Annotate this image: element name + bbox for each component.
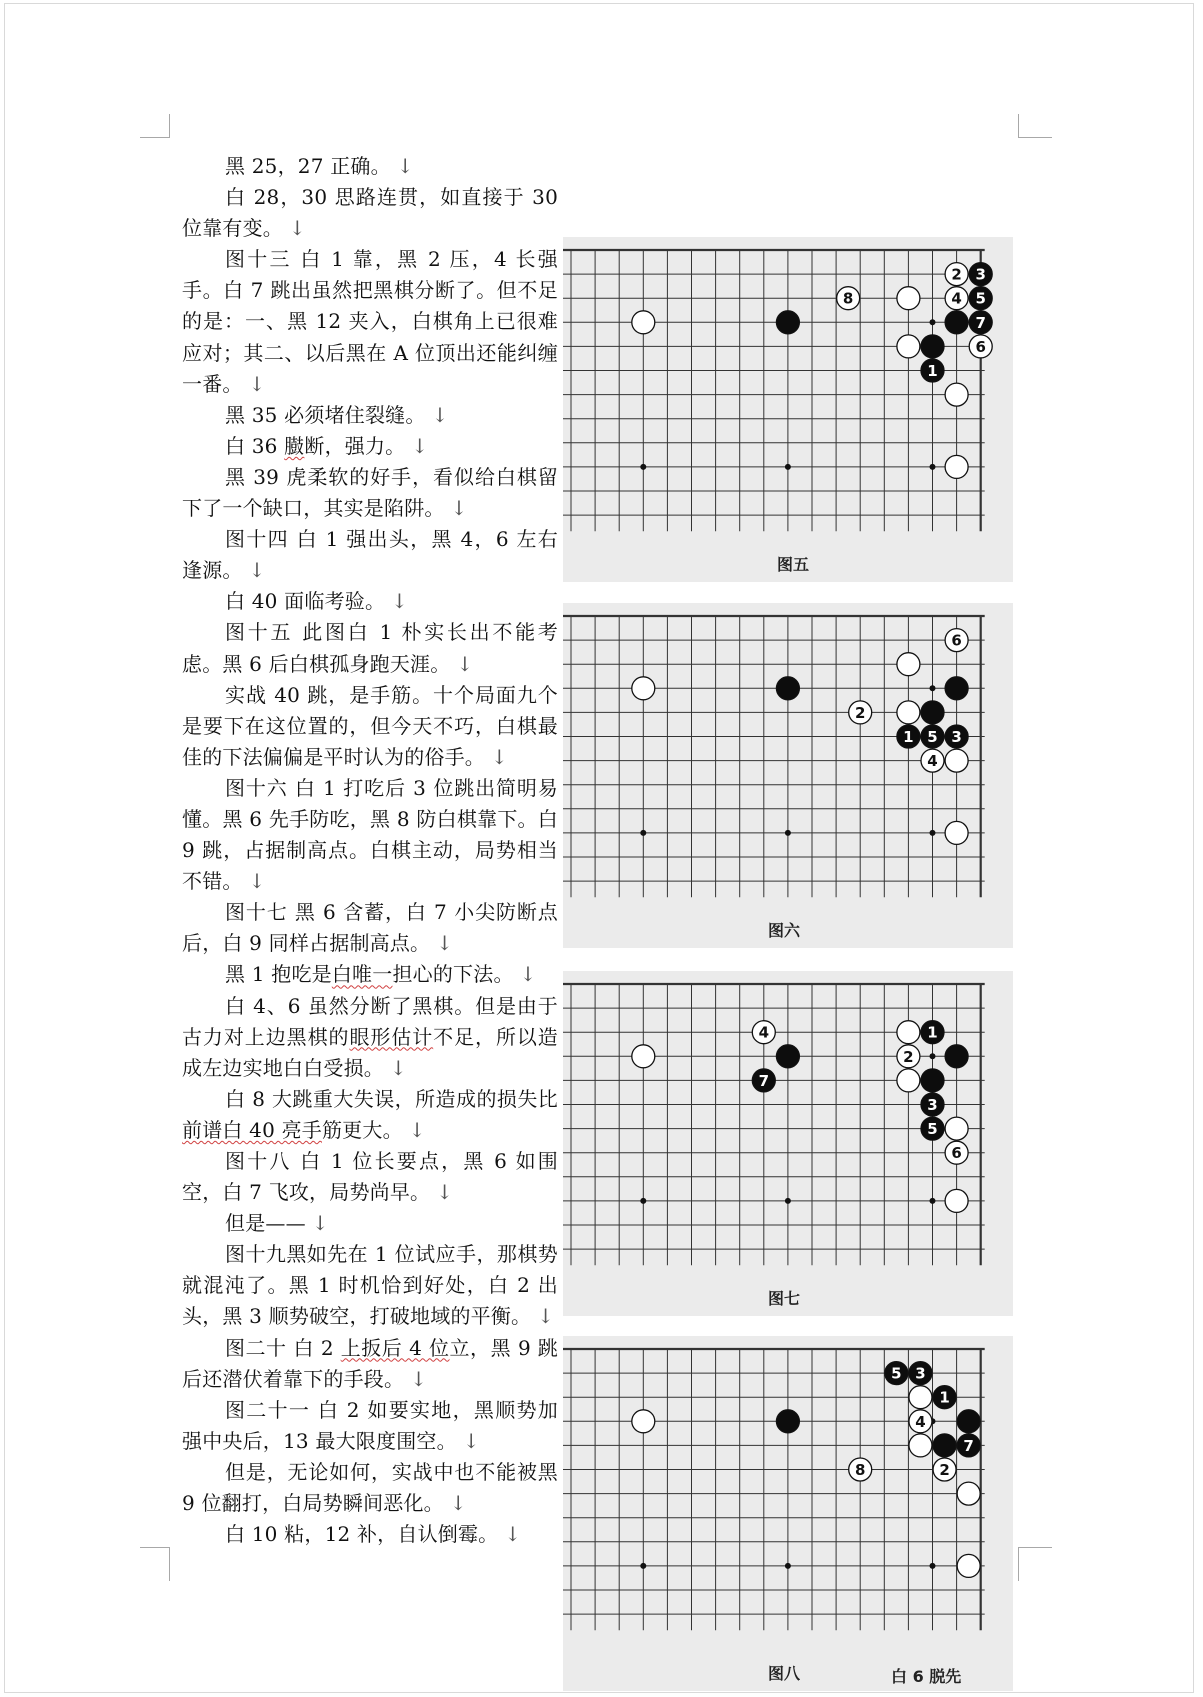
paragraph-mark-icon: ↓ <box>408 1117 426 1142</box>
paragraph-mark-icon: ↓ <box>450 496 468 521</box>
paragraph-mark-icon: ↓ <box>311 1211 329 1236</box>
crop-mark-tr-v <box>1018 114 1019 138</box>
move-number: 1 <box>939 1388 950 1407</box>
move-number: 2 <box>903 1047 914 1066</box>
black-stone <box>921 1069 944 1092</box>
crop-mark-tr-h <box>1018 137 1052 138</box>
star-point <box>930 830 936 836</box>
paragraph-mark-icon: ↓ <box>248 558 266 583</box>
paragraph: 图二十一 白 2 如要实地，黑顺势加强中央后，13 最大限度围空。 ↓ <box>182 1397 558 1453</box>
paragraph-mark-icon: ↓ <box>391 589 409 614</box>
black-stone <box>945 311 968 334</box>
white-stone <box>632 311 655 334</box>
black-stone <box>945 1045 968 1068</box>
black-stone <box>957 1410 980 1433</box>
crop-mark-br-h <box>1018 1547 1052 1548</box>
white-stone <box>909 1386 932 1409</box>
move-number: 8 <box>842 289 854 308</box>
star-point <box>930 685 936 691</box>
black-stone <box>921 701 944 724</box>
black-stone <box>921 335 944 358</box>
paragraph-mark-icon: ↓ <box>456 651 474 676</box>
paragraph: 黑 1 抱吃是白唯一担心的下法。 ↓ <box>225 962 537 987</box>
crop-mark-br-v <box>1018 1547 1019 1581</box>
white-stone <box>897 335 920 358</box>
paragraph: 图十七 黑 6 含蓄，白 7 小尖防断点后，白 9 同样占据制高点。 ↓ <box>182 900 558 956</box>
white-stone <box>945 1189 968 1212</box>
crop-mark-tl-h <box>140 137 170 138</box>
paragraph-mark-icon: ↓ <box>491 744 508 769</box>
go-diagram-fig8 <box>563 1336 1013 1691</box>
body-text <box>182 151 558 1550</box>
star-point <box>930 319 936 325</box>
go-board <box>563 1336 1013 1691</box>
figure-caption: 图七 <box>768 1289 801 1308</box>
black-stone <box>776 1410 799 1433</box>
move-number: 2 <box>951 265 962 284</box>
star-point <box>785 464 791 470</box>
paragraph: 白 10 粘，12 补，自认倒霉。 ↓ <box>225 1522 522 1547</box>
paragraph-mark-icon: ↓ <box>390 1055 407 1080</box>
move-number: 3 <box>975 265 986 284</box>
black-stone <box>945 677 968 700</box>
crop-mark-tl-v <box>169 114 170 138</box>
white-stone <box>957 1554 980 1577</box>
move-number: 8 <box>854 1461 866 1479</box>
move-number: 7 <box>963 1436 974 1455</box>
figure-caption: 图六 <box>768 921 801 940</box>
paragraph: 图十五 此图白 1 朴实长出不能考虑。黑 6 后白棋孤身跑天涯。 ↓ <box>182 620 558 676</box>
paragraph-mark-icon: ↓ <box>248 371 266 396</box>
paragraph: 黑 39 虎柔软的好手，看似给白棋留下了一个缺口，其实是陷阱。 ↓ <box>182 464 558 521</box>
paragraph: 图十八 白 1 位长要点，黑 6 如围空，白 7 飞攻，局势尚早。 ↓ <box>182 1149 558 1205</box>
move-number: 5 <box>975 289 986 308</box>
paragraph-mark-icon: ↓ <box>462 1428 480 1453</box>
paragraph-mark-icon: ↓ <box>410 1366 428 1391</box>
paragraph: 图十四 白 1 强出头，黑 4，6 左右逢源。 ↓ <box>182 527 558 583</box>
paragraph-mark-icon: ↓ <box>396 154 414 178</box>
paragraph: 白 36 臌断，强力。 ↓ <box>225 433 429 458</box>
white-stone <box>957 1482 980 1505</box>
star-point <box>930 464 936 470</box>
star-point <box>640 1563 646 1569</box>
move-number: 4 <box>915 1412 926 1431</box>
move-number: 6 <box>951 1144 962 1163</box>
white-stone <box>897 653 920 676</box>
white-stone <box>945 383 968 406</box>
move-number: 7 <box>758 1071 770 1090</box>
move-number: 4 <box>927 752 938 771</box>
white-stone <box>897 1021 920 1044</box>
black-stone <box>776 1045 799 1068</box>
white-stone <box>897 1069 920 1092</box>
star-point <box>930 1198 936 1204</box>
star-point <box>640 1198 646 1204</box>
spellcheck-underline: 臌 <box>284 433 305 458</box>
black-stone <box>776 311 799 334</box>
black-stone <box>933 1434 956 1457</box>
move-number: 2 <box>854 703 866 722</box>
star-point <box>930 1053 936 1059</box>
paragraph-mark-icon: ↓ <box>519 962 537 987</box>
move-number: 6 <box>975 337 986 356</box>
star-point <box>640 830 646 836</box>
move-number: 5 <box>891 1364 902 1383</box>
paragraph-mark-icon: ↓ <box>411 433 429 458</box>
white-stone <box>632 1410 655 1433</box>
go-diagram-fig5 <box>563 237 1013 582</box>
paragraph: 图十六 白 1 打吃后 3 位跳出简明易懂。黑 6 先手防吃，黑 8 防白棋靠下。白 9 跳，占据制高点。白棋主动，局势相当不错。 ↓ <box>182 775 558 894</box>
white-stone <box>909 1434 932 1457</box>
move-number: 6 <box>951 631 962 650</box>
move-number: 5 <box>927 1120 938 1139</box>
move-number: 2 <box>939 1461 950 1479</box>
figure-note: 白 6 脱先 <box>891 1667 962 1686</box>
paragraph: 白 28，30 思路连贯，如直接于 30 位靠有变。 ↓ <box>182 185 558 241</box>
paragraph: 但是—— ↓ <box>225 1211 329 1236</box>
black-stone <box>776 677 799 700</box>
spellcheck-underline: 前谱白 40 亮手 <box>182 1117 322 1142</box>
go-board <box>563 237 1013 582</box>
white-stone <box>632 1045 655 1068</box>
go-board <box>563 971 1013 1316</box>
paragraph: 黑 25，27 正确。 ↓ <box>225 154 414 178</box>
paragraph: 黑 35 必须堵住裂缝。 ↓ <box>225 402 449 427</box>
move-number: 1 <box>927 362 938 380</box>
move-number: 4 <box>951 289 962 308</box>
star-point <box>930 1563 936 1569</box>
spellcheck-underline: 眼形估计 <box>349 1024 434 1049</box>
white-stone <box>945 455 968 478</box>
figure-caption: 图八 <box>768 1664 801 1683</box>
paragraph: 图十三 白 1 靠，黑 2 压，4 长强手。白 7 跳出虽然把黑棋分断了。但不足的是：一、黑 12 夹入，白棋角上已很难应对；其二、以后黑在 A 位顶出还能纠缠一番。 ↓ <box>182 247 558 396</box>
paragraph: 白 8 大跳重大失误，所造成的损失比前谱白 40 亮手筋更大。 ↓ <box>182 1086 558 1142</box>
crop-mark-bl-h <box>140 1547 170 1548</box>
star-point <box>640 464 646 470</box>
paragraph: 但是，无论如何，实战中也不能被黑 9 位翻打，白局势瞬间恶化。 ↓ <box>182 1459 558 1516</box>
star-point <box>785 1563 791 1569</box>
move-number: 5 <box>927 728 938 746</box>
spellcheck-underline: 白唯一 <box>331 962 393 987</box>
go-board <box>563 603 1013 948</box>
paragraph-mark-icon: ↓ <box>289 216 306 241</box>
paragraph: 白 40 面临考验。 ↓ <box>225 589 409 614</box>
figure-caption: 图五 <box>777 555 810 574</box>
star-point <box>785 830 791 836</box>
white-stone <box>897 701 920 724</box>
paragraph-mark-icon: ↓ <box>248 869 266 894</box>
paragraph: 实战 40 跳，是手筋。十个局面九个是要下在这位置的，但今天不巧，白棋最佳的下法偏偏是平时认为的俗手。 ↓ <box>182 682 558 769</box>
spellcheck-underline: 上扳后 4 位 <box>340 1335 450 1360</box>
move-number: 3 <box>951 728 962 746</box>
move-number: 1 <box>927 1023 938 1042</box>
move-number: 3 <box>915 1364 926 1383</box>
white-stone <box>945 1117 968 1140</box>
move-number: 3 <box>927 1096 938 1114</box>
paragraph-mark-icon: ↓ <box>449 1491 467 1516</box>
paragraph-mark-icon: ↓ <box>504 1522 522 1547</box>
move-number: 4 <box>758 1023 770 1042</box>
paragraph-mark-icon: ↓ <box>431 402 449 427</box>
white-stone <box>632 677 655 700</box>
move-number: 1 <box>903 728 914 746</box>
white-stone <box>945 749 968 772</box>
star-point <box>785 1198 791 1204</box>
go-diagram-fig6 <box>563 603 1013 948</box>
move-number: 7 <box>975 313 986 332</box>
paragraph-mark-icon: ↓ <box>436 931 454 956</box>
white-stone <box>897 287 920 310</box>
crop-mark-bl-v <box>169 1547 170 1581</box>
paragraph: 图十九黑如先在 1 位试应手，那棋势就混沌了。黑 1 时机恰到好处，白 2 出头，黑 3 顺势破空，打破地域的平衡。 ↓ <box>182 1242 558 1329</box>
white-stone <box>945 821 968 844</box>
paragraph: 白 4、6 虽然分断了黑棋。但是由于古力对上边黑棋的眼形估计不足，所以造成左边实地白白受损。 ↓ <box>182 993 558 1080</box>
paragraph-mark-icon: ↓ <box>436 1180 454 1205</box>
go-diagram-fig7 <box>563 971 1013 1316</box>
paragraph-mark-icon: ↓ <box>537 1304 555 1329</box>
paragraph: 图二十 白 2 上扳后 4 位立，黑 9 跳后还潜伏着靠下的手段。 ↓ <box>182 1335 558 1391</box>
